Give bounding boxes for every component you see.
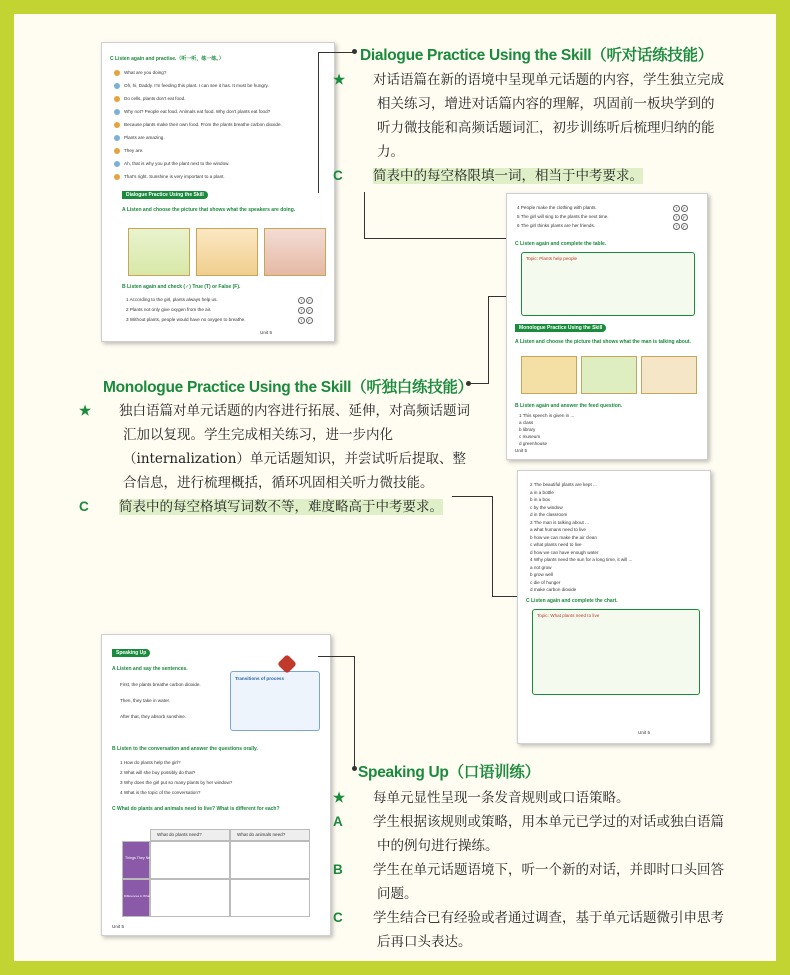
thumb-line: 3 Why does the girl put so many plants by her window? — [120, 780, 233, 785]
connector-dialogue-to-page2 — [364, 192, 365, 238]
thumb-line: 2 The beautiful plants are kept ... — [530, 482, 597, 487]
connector-dialogue-to-page2-h — [364, 238, 506, 239]
thumb-line: 1 This speech is given in ... — [519, 413, 575, 418]
true-false-option: F — [681, 223, 688, 230]
thumb-line: 5 The girl will sing to the plants the next time. — [517, 214, 609, 219]
thumb-line: 1 According to the girl, plants always help us. — [126, 297, 218, 302]
table-col-header-1: What do plants need? — [150, 829, 230, 841]
table-cell — [150, 879, 230, 917]
table-topic: Topic: Plants help people — [526, 256, 578, 261]
thumb-line: 4 What is the topic of the conversation? — [120, 790, 201, 795]
table-cell — [230, 879, 310, 917]
workbook-page-monologue-2 — [517, 470, 711, 744]
monologue-item-1: ★ 独白语篇对单元话题的内容进行拓展、延伸，对高频话题词汇加以复现。学生完成相关练习，进一步内化（internalization）单元话题知识，并尝试听后提取、整合信息，进行梳理概括，循环巩固相关听力微技能。 — [79, 403, 470, 491]
thumb-footer: Unit 5 — [260, 330, 273, 335]
thumb-heading: C Listen again and practise.（听一听，练一练。） — [110, 56, 224, 62]
thumb-line: b how we can make the air clean — [530, 534, 597, 540]
speaker-icon — [114, 96, 120, 102]
speaker-icon — [114, 83, 120, 89]
dialogue-title: Dialogue Practice Using the Skill（听对话练技能） — [360, 47, 713, 64]
chart-topic: Topic: What plants need to live — [537, 613, 600, 618]
true-false-option: T — [298, 297, 305, 304]
thumb-line: a what humans need to live — [530, 527, 586, 532]
thumb-b-heading: B Listen again and answer the feed question. — [515, 403, 623, 409]
picture-b — [581, 356, 637, 394]
thumb-line: d in the classroom — [530, 512, 568, 517]
picture-c — [264, 228, 326, 276]
thumb-line: c by the window — [530, 504, 563, 510]
table-row-header-1: Things They Need — [122, 841, 150, 879]
thumb-line: 4 People make the clothing with plants. — [517, 205, 597, 210]
thumb-line: Ah, that is why you put the plant next to the window. — [124, 161, 230, 166]
thumb-b-heading: B Listen again and check (✓) True (T) or False (F). — [122, 284, 241, 290]
thumb-footer: Unit 5 — [515, 448, 528, 453]
thumb-footer: Unit 5 — [638, 730, 651, 735]
thumb-line: d greenhouse — [519, 441, 548, 446]
connector-dot — [352, 49, 357, 54]
dialogue-description — [333, 68, 725, 188]
connector-dot — [352, 766, 357, 771]
thumb-line: d make carbon dioxide — [530, 587, 577, 592]
true-false-option: T — [673, 205, 680, 212]
thumb-line: 2 What will she buy possibly do that? — [120, 770, 196, 775]
thumb-line: Because plants make their own food. From the plants breathe carbon dioxide. — [124, 122, 282, 127]
thumb-line: c museum — [519, 434, 541, 439]
thumb-line: a not grow — [530, 564, 552, 570]
true-false-option: T — [298, 307, 305, 314]
thumb-line: b in a box — [530, 497, 550, 502]
true-false-option: F — [306, 297, 313, 304]
connector-monologue-c-v — [492, 496, 493, 596]
picture-a — [128, 228, 190, 276]
thumb-line: a in a bottle — [530, 489, 554, 495]
speaking-item-2: A 学生根据该规则或策略，用本单元已学过的对话或独白语篇中的例句进行操练。 — [333, 814, 724, 854]
thumb-line: 6 The girl thinks plants are her friends. — [517, 223, 596, 228]
thumb-line: b grow well — [530, 572, 553, 577]
picture-b — [196, 228, 258, 276]
thumb-line: First, the plants breathe carbon dioxide. — [120, 682, 201, 687]
thumb-line: b library — [519, 427, 536, 432]
picture-c — [641, 356, 697, 394]
table-box — [521, 252, 695, 316]
speaker-icon — [114, 174, 120, 180]
thumb-line: After that, they absorb sunshine. — [120, 714, 187, 719]
section-bar: Speaking Up — [112, 649, 150, 657]
speaking-item-1: ★ 每单元显性呈现一条发音规则或口语策略。 — [333, 790, 630, 806]
table-col-header-2: What do animals need? — [230, 829, 310, 841]
thumb-line: They are. — [124, 148, 144, 153]
table-row-header-2: Differences in What They Need — [122, 879, 150, 917]
monologue-item-2: C 简表中的每空格填写词数不等，难度略高于中考要求。 — [79, 499, 443, 515]
speaker-icon — [114, 148, 120, 154]
thumb-c-heading: C What do plants and animals need to live? What is different for each? — [112, 806, 280, 812]
speaker-icon — [114, 70, 120, 76]
workbook-page-speaking — [101, 634, 331, 936]
true-false-option: T — [673, 223, 680, 230]
true-false-option: F — [306, 317, 313, 324]
thumb-b-heading: B Listen to the conversation and answer the questions orally. — [112, 746, 258, 752]
thumb-line: 1 How do plants help the girl? — [120, 760, 181, 765]
strategy-box — [230, 671, 320, 731]
thumb-line: 3 Without plants, people would have no oxygen to breathe. — [126, 317, 246, 322]
connector-monologue-h1 — [488, 296, 506, 297]
thumb-line: 2 Plants not only give oxygen from the air. — [126, 307, 212, 312]
thumb-line: 4 Why plants need the sun for a long time, it will ... — [530, 557, 633, 562]
dialogue-item-1: ★ 对话语篇在新的语境中呈现单元话题的内容，学生独立完成相关练习，增进对话篇内容的理解，巩固前一板块学到的听力微技能和高频话题词汇，初步训练听后梳理归纳的能力。 — [333, 72, 724, 160]
true-false-option: T — [298, 317, 305, 324]
speaking-item-3: B 学生在单元话题语境下，听一个新的对话，并即时口头回答问题。 — [333, 862, 724, 902]
speaker-icon — [114, 135, 120, 141]
speaker-icon — [114, 161, 120, 167]
speaker-icon — [114, 109, 120, 115]
thumb-line: 3 The man is talking about ... — [530, 519, 589, 525]
thumb-line: Do cells, plants don't eat food. — [124, 96, 186, 101]
strategy-title: Transitions of process — [235, 676, 285, 681]
thumb-line: a class — [519, 420, 534, 425]
speaker-icon — [114, 122, 120, 128]
connector-speaking — [318, 656, 355, 769]
thumb-a-heading: A Listen and choose the picture that shows what the man is talking about. — [515, 339, 691, 345]
monologue-title: Monologue Practice Using the Skill（听独白练技能） — [103, 379, 473, 396]
thumb-footer: Unit 5 — [112, 924, 125, 929]
workbook-page-monologue-1 — [506, 193, 708, 460]
speaking-item-4: C 学生结合已有经验或者通过调查，基于单元话题微引申思考后再口头表达。 — [333, 910, 724, 950]
thumb-line: c die of hunger — [530, 579, 561, 585]
table-cell — [230, 841, 310, 879]
thumb-line: d how we can have enough water — [530, 549, 599, 555]
workbook-page-dialogue — [101, 42, 335, 342]
dialogue-item-2: C 简表中的每空格限填一词，相当于中考要求。 — [333, 168, 643, 184]
connector-monologue-c-h — [492, 596, 517, 597]
thumb-line: Why not? People eat food. Animals eat food. Why don't plants eat food? — [124, 109, 271, 114]
speaking-title: Speaking Up（口语训练） — [358, 764, 540, 781]
thumb-a-heading: A Listen and choose the picture that shows what the speakers are doing. — [122, 207, 296, 213]
picture-a — [521, 356, 577, 394]
section-bar: Monologue Practice Using the Skill — [515, 324, 606, 332]
section-bar: Dialogue Practice Using the Skill — [122, 191, 208, 199]
thumb-a-heading: A Listen and say the sentences. — [112, 666, 188, 672]
thumb-line: Oh, hi, Daddy. I'm feeding this plant. I can see it has. It must be hungry. — [124, 83, 269, 88]
table-cell — [150, 841, 230, 879]
speaking-description — [333, 786, 725, 954]
monologue-description — [79, 399, 473, 519]
thumb-c-heading: C Listen again and complete the table. — [515, 241, 607, 247]
thumb-line: That's right. Sunshine is very important to a plant. — [124, 174, 225, 179]
true-false-option: F — [681, 214, 688, 221]
true-false-option: F — [306, 307, 313, 314]
thumb-line: Plants are amazing. — [124, 135, 165, 140]
true-false-option: F — [681, 205, 688, 212]
connector-monologue-v — [488, 296, 489, 384]
thumb-line: c what plants need to live — [530, 542, 582, 547]
chart-box — [532, 609, 700, 695]
true-false-option: T — [673, 214, 680, 221]
thumb-line: Then, they take in water. — [120, 698, 171, 703]
thumb-line: What are you doing? — [124, 70, 167, 75]
thumb-c-heading: C Listen again and complete the chart. — [526, 598, 618, 604]
